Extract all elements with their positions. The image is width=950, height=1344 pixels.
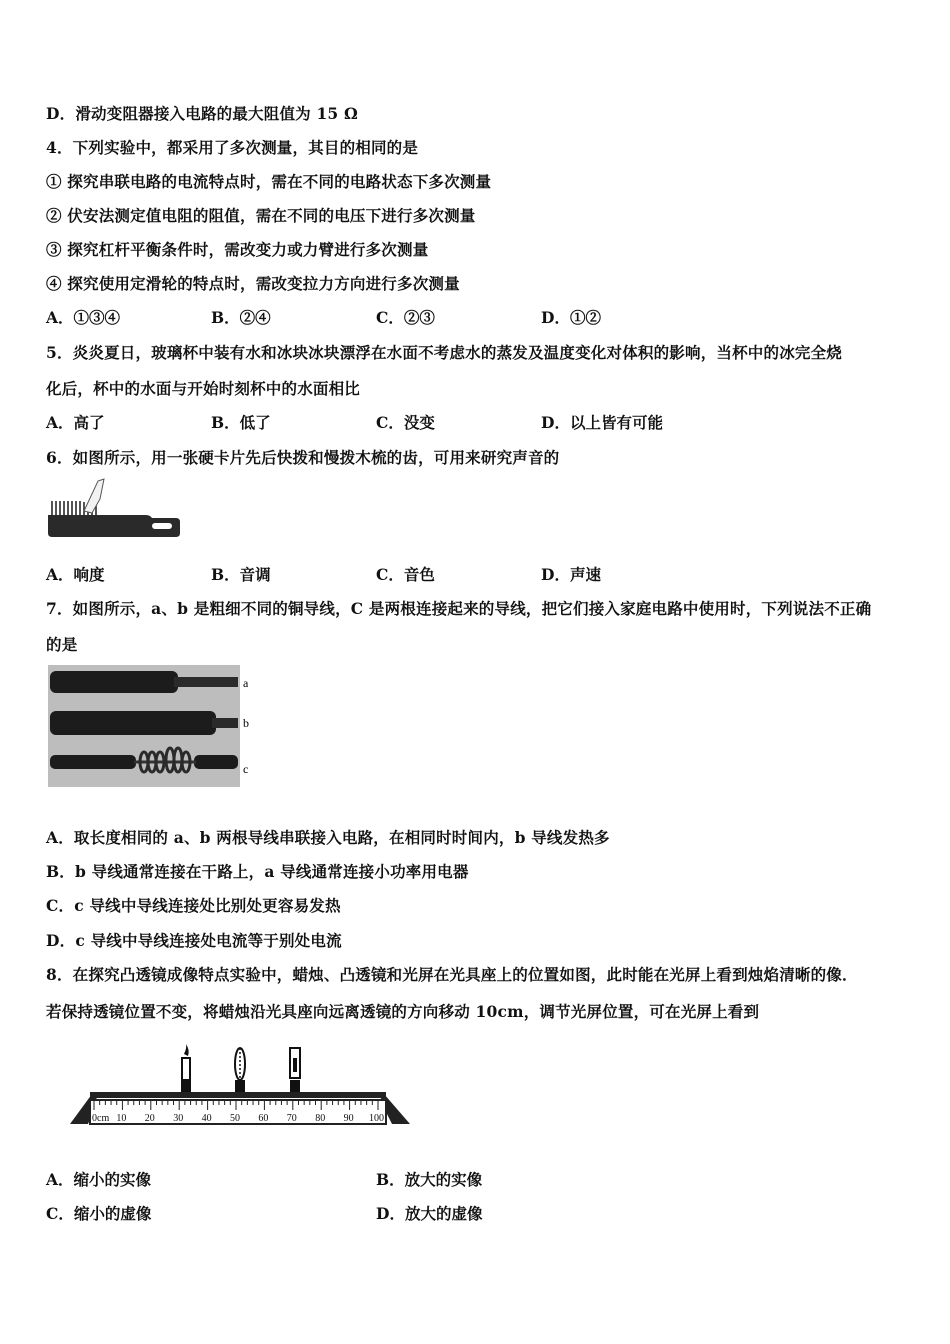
q4-stem: 4．下列实验中，都采用了多次测量，其目的相同的是 [46,138,419,157]
ruler-tick-label: 50 [230,1113,240,1124]
optical-bench-figure [66,1044,416,1130]
q8-option-c: C．缩小的虚像 [46,1204,152,1223]
ruler-tick-label: 80 [315,1113,326,1124]
ruler-tick-label: 70 [286,1113,297,1124]
ruler-tick-label: 40 [201,1113,212,1124]
q4-option-b: B．②④ [211,308,271,327]
light-screen [290,1048,300,1092]
q4-item-3: ③ 探究杠杆平衡条件时，需改变力或力臂进行多次测量 [46,240,429,259]
q4-item-4: ④ 探究使用定滑轮的特点时，需改变拉力方向进行多次测量 [46,274,460,293]
ruler-tick-label: 10 [116,1113,127,1124]
q4-option-a: A．①③④ [46,308,121,327]
q4-option-c: C．②③ [376,308,435,327]
q5-stem-line1: 5．炎炎夏日，玻璃杯中装有水和冰块冰块漂浮在水面不考虑水的蒸发及温度变化对体积的影响，当杯中的冰完全烧 [46,343,842,362]
q6-option-b: B．音调 [211,565,271,584]
wire-label-a: a [243,676,249,690]
q7-option-b: B．b 导线通常连接在干路上，a 导线通常连接小功率用电器 [46,862,469,881]
ruler-tick-label: 90 [343,1113,354,1124]
q7-option-a: A．取长度相同的 a、b 两根导线串联接入电路，在相同时时间内，b 导线发热多 [46,828,610,847]
q5-option-a: A．高了 [46,413,105,432]
q7-option-c: C．c 导线中导线连接处比别处更容易发热 [46,896,341,915]
q6-option-a: A．响度 [46,565,105,584]
ruler-tick-label: 0cm [92,1113,110,1124]
q5-stem-line2: 化后，杯中的水面与开始时刻杯中的水面相比 [46,379,361,398]
q8-option-b: B．放大的实像 [376,1170,483,1189]
q4-option-d: D．①② [541,308,601,327]
q6-stem: 6．如图所示，用一张硬卡片先后快拨和慢拨木梳的齿，可用来研究声音的 [46,448,560,467]
comb-card-figure [46,477,182,545]
q5-option-c: C．没变 [376,413,435,432]
q3-option-d: D．滑动变阻器接入电路的最大阻值为 15 Ω [46,104,359,123]
ruler-tick-label: 60 [258,1113,269,1124]
ruler-tick-label: 30 [173,1113,184,1124]
q7-option-d: D．c 导线中导线连接处电流等于别处电流 [46,931,342,950]
q8-stem-line2: 若保持透镜位置不变，将蜡烛沿光具座向远离透镜的方向移动 10cm，调节光屏位置，可在光屏上看到 [46,1002,760,1021]
q4-item-2: ② 伏安法测定值电阻的阻值，需在不同的电压下进行多次测量 [46,206,476,225]
q5-option-d: D．以上皆有可能 [541,413,663,432]
q8-option-d: D．放大的虚像 [376,1204,483,1223]
q4-item-1: ① 探究串联电路的电流特点时，需在不同的电路状态下多次测量 [46,172,492,191]
candle [181,1044,191,1092]
q8-option-a: A．缩小的实像 [46,1170,152,1189]
q7-stem-line2: 的是 [46,635,78,654]
wires-photo-figure [46,663,256,789]
wire-label-b: b [243,716,249,730]
q6-option-c: C．音色 [376,565,435,584]
q7-stem-line1: 7．如图所示，a、b 是粗细不同的铜导线，C 是两根连接起来的导线，把它们接入家庭电路中使用时，下列说法不正确 [46,599,872,618]
wire-label-c: c [243,762,249,776]
convex-lens [235,1048,245,1092]
q6-option-d: D．声速 [541,565,601,584]
q5-option-b: B．低了 [211,413,271,432]
ruler-tick-label: 100 [369,1113,384,1124]
ruler-tick-label: 20 [144,1113,155,1124]
q8-stem-line1: 8．在探究凸透镜成像特点实验中，蜡烛、凸透镜和光屏在光具座上的位置如图，此时能在光屏上看到烛焰清晰的像． [46,965,858,984]
